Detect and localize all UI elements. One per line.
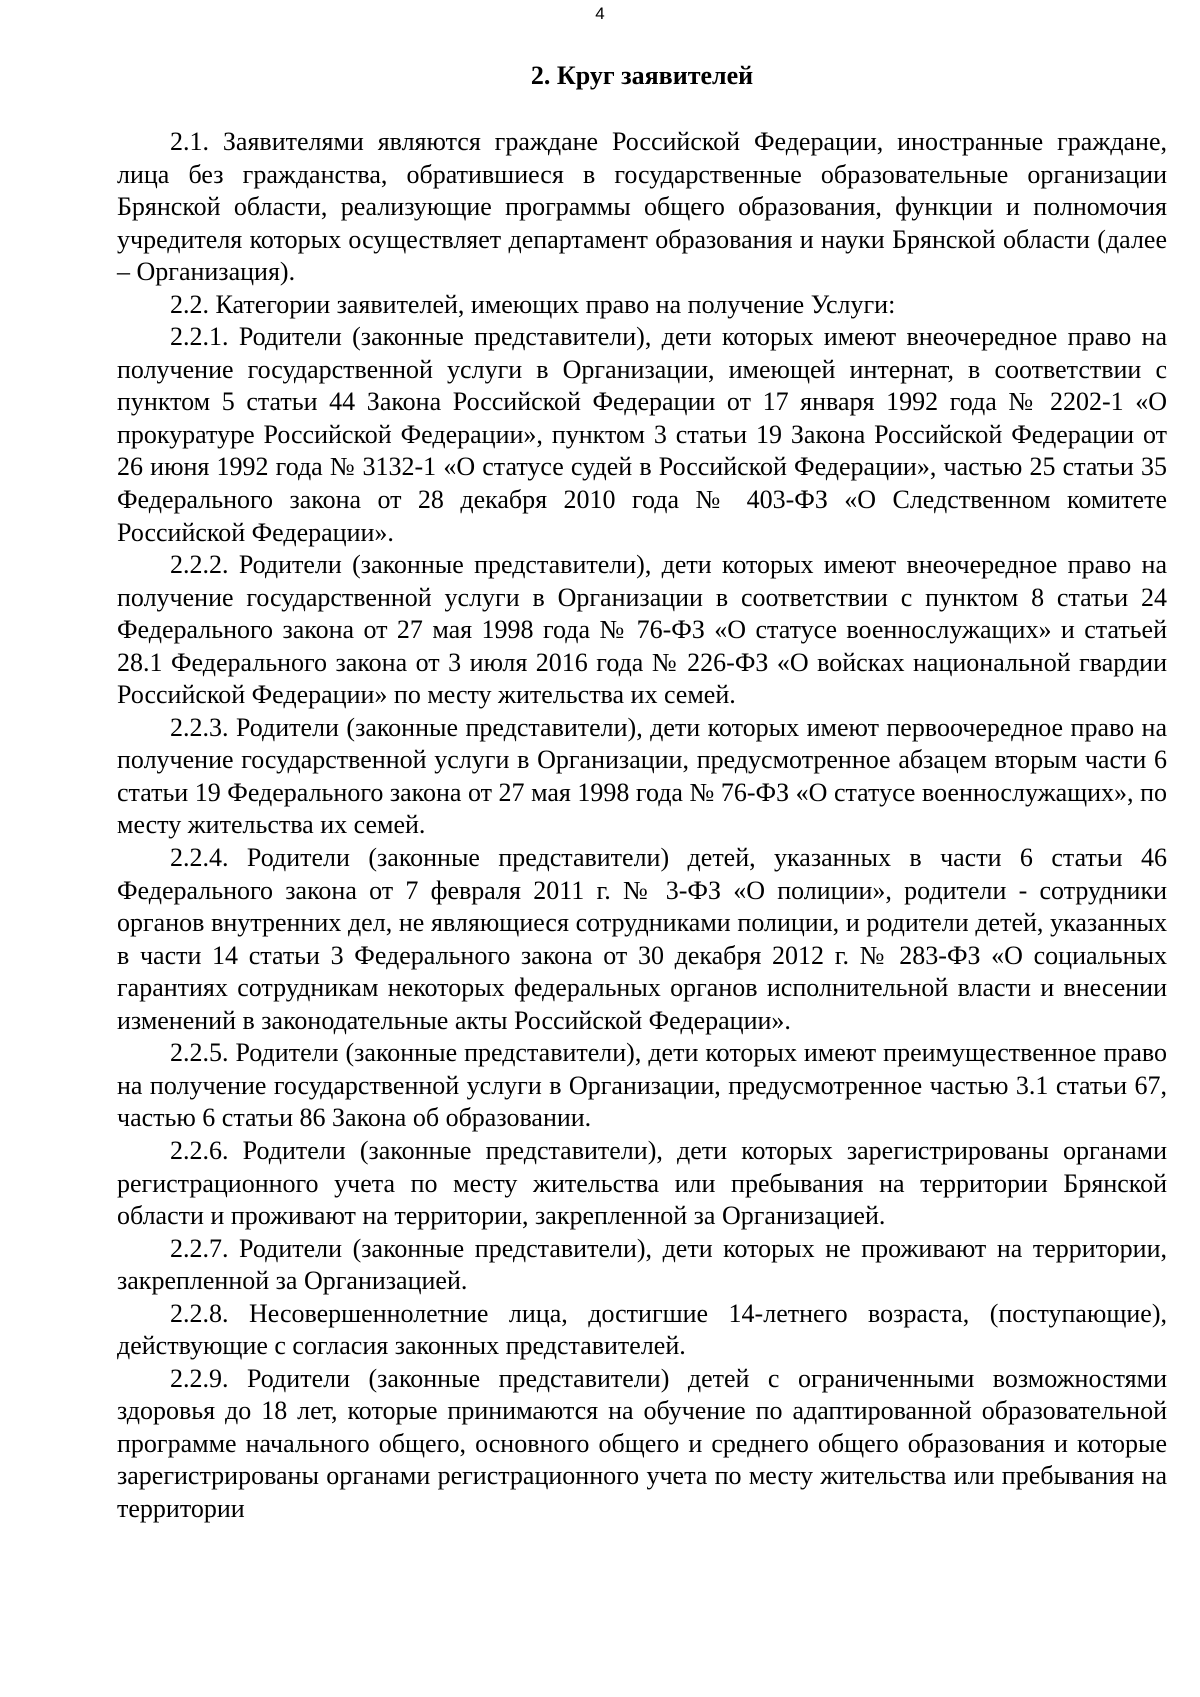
paragraph-2-2-4: 2.2.4. Родители (законные представители) детей, указанных в части 6 статьи 46 Федерального закона от 7 февраля 2011 г. № 3-ФЗ «О полиции», родители - сотрудники органов внутренних дел, не являющиеся сотрудниками полиции, и родители детей, указанных в части 14 статьи 3 Федерального закона от 30 декабря 2012 г. № 283-ФЗ «О социальных гарантиях сотрудникам некоторых федеральных органов исполнительной власти и внесении изменений в законодательные акты Российской Федерации». [117,843,1167,1035]
paragraph-2-2-9: 2.2.9. Родители (законные представители) детей с ограниченными возможностями здоровья до 18 лет, которые принимаются на обучение по адаптированной образовательной программе начального общего, основного общего и среднего общего образования и которые зарегистрированы органами регистрационного учета по месту жительства или пребывания на территории [117,1363,1167,1523]
paragraph-2-2-7: 2.2.7. Родители (законные представители), дети которых не проживают на территории, закрепленной за Организацией. [117,1233,1167,1296]
page-number: 4 [595,4,605,23]
paragraph-2-2-2: 2.2.2. Родители (законные представители), дети которых имеют внеочередное право на получение государственной услуги в Организации в соответствии с пунктом 8 статьи 24 Федерального закона от 27 мая 1998 года № 76-ФЗ «О статусе военнослужащих» и статьей 28.1 Федерального закона от 3 июля 2016 года № 226-ФЗ «О войсках национальной гвардии Российской Федерации» по месту жительства их семей. [117,550,1167,710]
paragraph-2-2-8: 2.2.8. Несовершеннолетние лица, достигшие 14-летнего возраста, (поступающие), действующие с согласия законных представителей. [117,1298,1167,1361]
paragraph-2-2-3: 2.2.3. Родители (законные представители), дети которых имеют первоочередное право на получение государственной услуги в Организации, предусмотренное абзацем вторым части 6 статьи 19 Федерального закона от 27 мая 1998 года № 76-ФЗ «О статусе военнослужащих», по месту жительства их семей. [117,712,1167,840]
paragraph-2-2-6: 2.2.6. Родители (законные представители), дети которых зарегистрированы органами регистрационного учета по месту жительства или пребывания на территории Брянской области и проживают на территории, закрепленной за Организацией. [117,1135,1167,1231]
document-body [117,60,1167,1526]
paragraph-2-2: 2.2. Категории заявителей, имеющих право на получение Услуги: [170,289,896,319]
section-title: 2. Круг заявителей [530,61,754,90]
paragraph-2-1: 2.1. Заявителями являются граждане Российской Федерации, иностранные граждане, лица без гражданства, обратившиеся в государственные образовательные организации Брянской области, реализующие программы общего образования, функции и полномочия учредителя которых осуществляет департамент образования и науки Брянской области (далее – Организация). [117,127,1167,287]
paragraph-2-2-1: 2.2.1. Родители (законные представители), дети которых имеют внеочередное право на получение государственной услуги в Организации, имеющей интернат, в соответствии с пунктом 5 статьи 44 Закона Российской Федерации от 17 января 1992 года № 2202-1 «О прокуратуре Российской Федерации», пунктом 3 статьи 19 Закона Российской Федерации от 26 июня 1992 года № 3132-1 «О статусе судей в Российской Федерации», частью 25 статьи 35 Федерального закона от 28 декабря 2010 года № 403-ФЗ «О Следственном комитете Российской Федерации». [117,322,1167,547]
paragraph-2-2-5: 2.2.5. Родители (законные представители), дети которых имеют преимущественное право на получение государственной услуги в Организации, предусмотренное частью 3.1 статьи 67, частью 6 статьи 86 Закона об образовании. [117,1038,1167,1133]
